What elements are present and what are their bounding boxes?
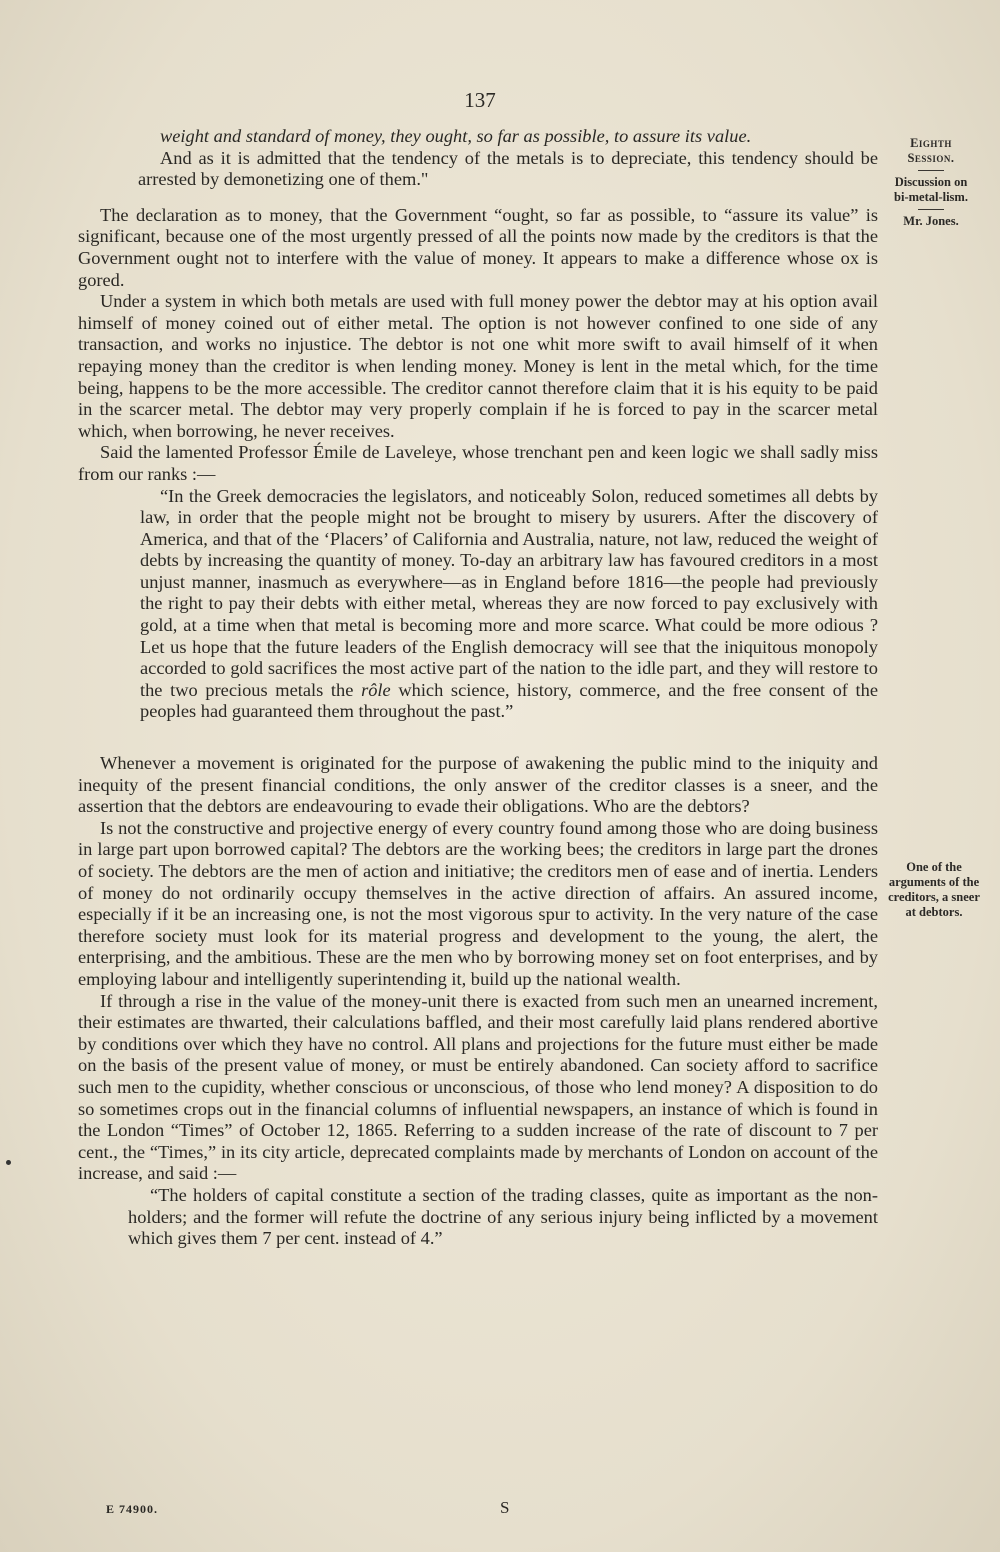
sidenote-creditors (884, 860, 984, 920)
quote-continuation-italic: weight and standard of money, they ought, so far as possible, to assure its value. (160, 126, 752, 146)
sidenote-topic: Discussion on bi-metal-lism. (894, 175, 968, 204)
paragraph-6: If through a rise in the value of the money-unit there is exacted from such men an unearned increment, their estimates are thwarted, their calculations baffled, and their most carefully laid plans rendered abortive by conditions over which they have no control. All plans and projections for the future must either be made on the basis of the present value of money, or must be entirely abandoned. Can society afford to sacrifice such men to the cupidity, whether conscious or unconscious, of those who lend money? A disposition to do so sometimes crops out in the financial columns of influential newspapers, an instance of which is found in the London “Times” of October 12, 1865. Referring to a sudden increase of the rate of discount to 7 per cent., the “Times,” in its city article, deprecated complaints made by merchants of London on account of the increase, and said :— (78, 990, 878, 1184)
laveleye-quote (140, 486, 878, 724)
paragraph-0a (138, 126, 878, 148)
footer-code: E 74900. (106, 1502, 159, 1516)
sidenote-session-line2: Session. (907, 151, 955, 165)
body-text (78, 126, 878, 1250)
times-quote (128, 1185, 878, 1250)
paragraph-1: The declaration as to money, that the Government “ought, so far as possible, to “assure its value” is significant, because one of the most urgently pressed of all the points now made by the creditors is that the Government ought not to interfere with the value of money. It appears to make a difference whose ox is gored. (78, 204, 878, 290)
paragraph-0b: And as it is admitted that the tendency of the metals is to depreciate, this tendency should be arrested by demonetizing one of them." (138, 147, 878, 190)
sidenote-session (886, 136, 976, 229)
sidenote-session-line1: Eighth (910, 136, 952, 150)
paragraph-3: Said the lamented Professor Émile de Laveleye, whose trenchant pen and keen logic we shall sadly miss from our ranks :— (78, 442, 878, 484)
laveleye-quote-b: which science, history, commerce, and the free consent of the peoples had guaranteed them throughout the past.” (140, 679, 878, 722)
paragraph-5: Is not the constructive and projective energy of every country found among those who are doing business in large part upon borrowed capital? The debtors are the working bees; the creditors in large part the drones of society. The debtors are the men of action and initiative; the creditors men of ease and of inertia. Lenders of money do not ordinarily occupy themselves in the active direction of affairs. An assured income, especially if it be an increasing one, is not the most vigorous spur to activity. In the very nature of the case therefore society must look for its material progress and development to the young, the alert, the enterprising, and the ambitious. These are the men who by borrowing money set on foot enterprises, and by employing labour and intelligently superintending it, build up the national wealth. (78, 817, 878, 989)
page-number: 137 (464, 88, 496, 112)
laveleye-quote-a: “In the Greek democracies the legislators, and noticeably Solon, reduced sometimes all debts by law, in order that the people might not be brought to misery by usurers. After the discovery of America, and that of the ‘Placers’ of California and Australia, nature, not law, reduced the weight of debts by increasing the quantity of money. To-day an arbitrary law has favoured creditors in a most unjust manner, inasmuch as everywhere—as in England before 1816—the people had previously the right to pay their debts with either metal, whereas they are now forced to pay exclusively with gold, at a time when that metal is becoming more and more scarce. What could be more odious ? Let us hope that the future leaders of the English democracy will see that the iniquitous monopoly accorded to gold sacrifices the most active part of the nation to the idle part, and they will restore to the two precious metals the (140, 485, 878, 700)
sidenote-rule (918, 170, 944, 171)
paragraph-4: Whenever a movement is originated for the purpose of awakening the public mind to the iniquity and inequity of the present financial conditions, the only answer of the creditor classes is a sneer, and the assertion that the debtors are endeavouring to evade their obligations. Who are the debtors? (78, 753, 878, 817)
paragraph-2: Under a system in which both metals are used with full money power the debtor may at his option avail himself of money coined out of either metal. The option is not however confined to one side of any transaction, and works no injustice. The debtor is not one whit more swift to avail himself of it when repaying money than the creditor is when lending money. Money is lent in the metal which, for the time being, happens to be the more accessible. The creditor cannot therefore claim that it is his equity to be paid in the scarcer metal. The debtor may very properly complain if he is forced to pay in the scarcer metal which, when borrowing, he never receives. (78, 291, 878, 441)
laveleye-quote-role: rôle (361, 679, 391, 700)
signature-mark: S (500, 1498, 510, 1517)
quote-continuation (138, 126, 878, 191)
sidenote-creditors-text: One of the arguments of the creditors, a sneer at debtors. (888, 860, 980, 919)
margin-mark (6, 1160, 11, 1165)
times-quote-text: “The holders of capital constitute a section of the trading classes, quite as important as the non-holders; and the former will refute the doctrine of any serious injury being inflicted by a movement which gives them 7 per cent. instead of 4.” (128, 1184, 878, 1249)
sidenote-speaker: Mr. Jones. (903, 214, 959, 228)
sidenote-rule-2 (918, 209, 944, 210)
